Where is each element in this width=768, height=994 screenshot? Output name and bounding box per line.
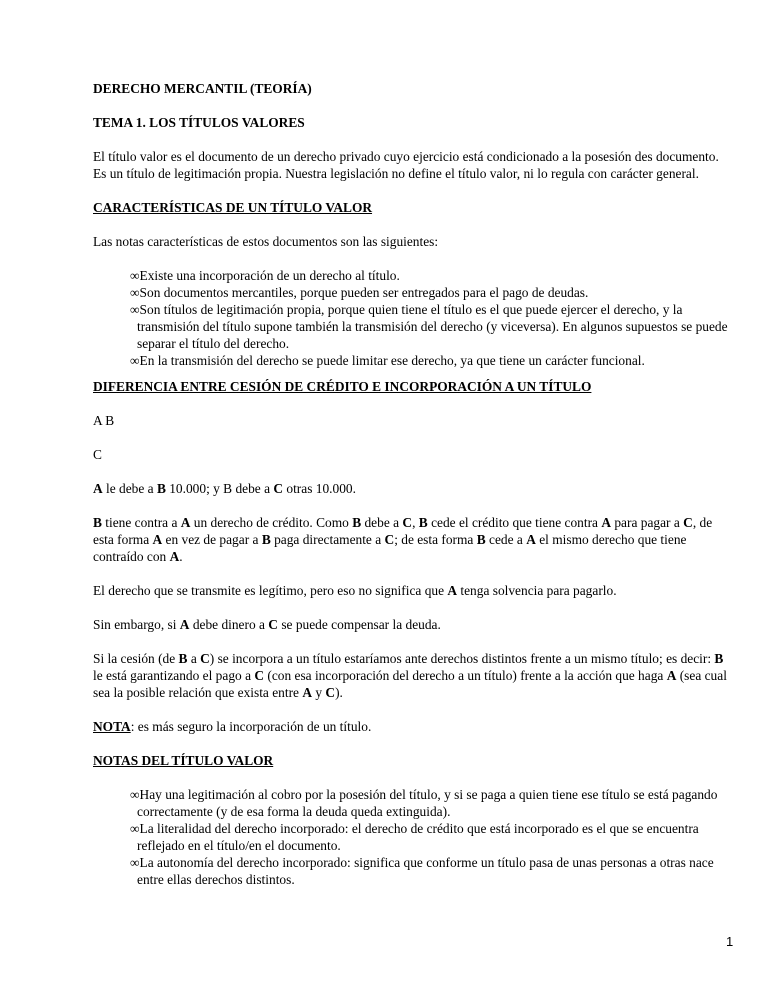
paragraph-debt: A le debe a B 10.000; y B debe a C otras 10.000. [93,481,356,496]
list-item: ∞Son documentos mercantiles, porque pueden ser entregados para el pago de deudas. [130,285,589,300]
list-item: ∞En la transmisión del derecho se puede limitar ese derecho, ya que tiene un carácter funcional. [130,353,645,368]
section-heading-diferencia: DIFERENCIA ENTRE CESIÓN DE CRÉDITO E INCORPORACIÓN A UN TÍTULO [93,379,592,394]
list-item: ∞Existe una incorporación de un derecho al título. [130,268,400,283]
list-item: ∞Hay una legitimación al cobro por la posesión del título, y si se paga a quien tiene ese título se está pagando correctamente (y de esa forma la deuda queda extinguida). [130,787,718,819]
list-item: ∞Son títulos de legitimación propia, porque quien tiene el título es el que puede ejercer el derecho, y la transmisión del título supone también la transmisión del derecho (y viceversa). En algunos supuestos se puede separar el título del derecho. [130,302,728,351]
paragraph-solvency: El derecho que se transmite es legítimo, pero eso no significa que A tenga solvencia para pagarlo. [93,583,617,598]
section1-lead: Las notas características de estos documentos son las siguientes: [93,234,439,249]
intro-paragraph: El título valor es el documento de un derecho privado cuyo ejercicio está condicionado a la posesión des documento. Es un título de legitimación propia. Nuestra legislación no define el título valor, ni lo regula con carácter general. [93,149,719,181]
infinity-bullet-icon: ∞ [130,787,140,802]
note-label: NOTA [93,719,131,734]
infinity-bullet-icon: ∞ [130,855,140,870]
paragraph-compensation: Sin embargo, si A debe dinero a C se puede compensar la deuda. [93,617,441,632]
characteristics-list [93,267,733,369]
diagram-line-ab: A B [93,413,115,428]
note-paragraph: NOTA: es más seguro la incorporación de un título. [93,719,372,734]
infinity-bullet-icon: ∞ [130,268,140,283]
notes-list [93,786,733,888]
diagram-line-c: C [93,447,102,462]
list-item: ∞La autonomía del derecho incorporado: significa que conforme un título pasa de unas personas a otras nace entre ellas derechos distintos. [130,855,714,887]
document-page [93,80,733,897]
infinity-bullet-icon: ∞ [130,353,140,368]
section-heading-notas: NOTAS DEL TÍTULO VALOR [93,753,274,768]
paragraph-credit: B tiene contra a A un derecho de crédito. Como B debe a C, B cede el crédito que tiene contra A para pagar a C, de esta forma A en vez de pagar a B paga directamente a C; de esta forma B cede a A el mismo derecho que tiene contraído con A. [93,515,713,564]
document-title: DERECHO MERCANTIL (TEORÍA) [93,81,312,96]
page-number: 1 [726,934,734,949]
section-heading-caracteristicas: CARACTERÍSTICAS DE UN TÍTULO VALOR [93,200,373,215]
infinity-bullet-icon: ∞ [130,302,140,317]
list-item: ∞La literalidad del derecho incorporado: el derecho de crédito que está incorporado es el que se encuentra reflejado en el título/en el documento. [130,821,699,853]
paragraph-incorporation: Si la cesión (de B a C) se incorpora a un título estaríamos ante derechos distintos frente a un mismo título; es decir: B le está garantizando el pago a C (con esa incorporación del derecho a un título) frente a la acción que haga A (sea cual sea la posible relación que exista entre A y C). [93,651,727,700]
infinity-bullet-icon: ∞ [130,285,140,300]
infinity-bullet-icon: ∞ [130,821,140,836]
document-subtitle: TEMA 1. LOS TÍTULOS VALORES [93,115,305,130]
